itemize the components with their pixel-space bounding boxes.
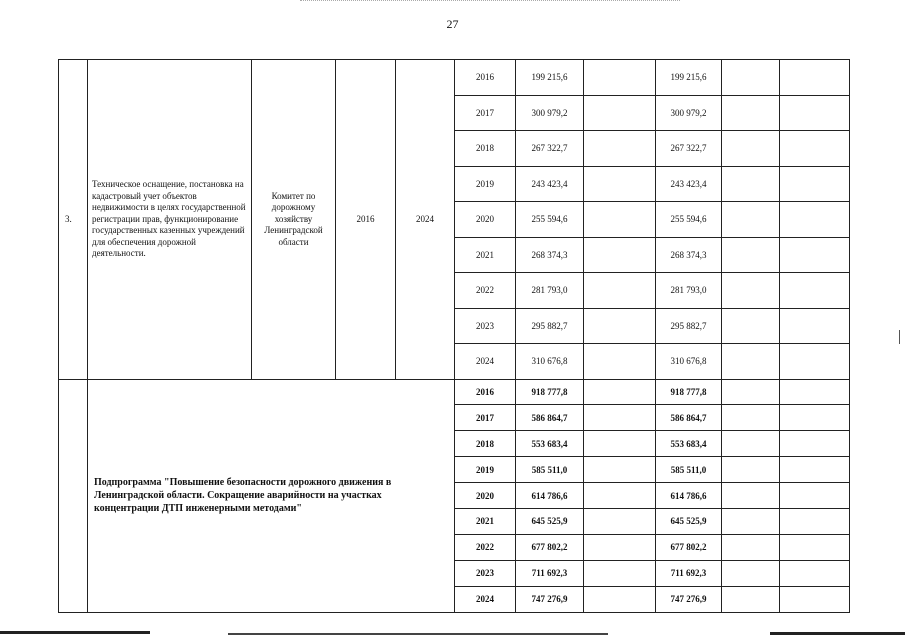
empty-cell xyxy=(780,60,850,96)
empty-cell xyxy=(584,586,656,612)
empty-cell xyxy=(584,431,656,457)
budget-cell: 747 276,9 xyxy=(656,586,722,612)
empty-cell xyxy=(722,202,780,238)
subprogram-section xyxy=(59,379,850,612)
empty-cell xyxy=(584,131,656,167)
year-cell: 2018 xyxy=(455,431,516,457)
empty-cell xyxy=(584,508,656,534)
total-cell: 310 676,8 xyxy=(516,344,584,380)
year-cell: 2023 xyxy=(455,560,516,586)
year-cell: 2020 xyxy=(455,483,516,509)
scan-artifact-bottom-left xyxy=(0,631,150,634)
empty-cell xyxy=(780,431,850,457)
empty-cell xyxy=(722,60,780,96)
empty-cell xyxy=(722,508,780,534)
empty-cell xyxy=(584,483,656,509)
year-cell: 2024 xyxy=(455,344,516,380)
year-cell: 2019 xyxy=(455,457,516,483)
year-cell: 2017 xyxy=(455,405,516,431)
empty-cell xyxy=(584,95,656,131)
scan-artifact-top xyxy=(300,0,680,2)
empty-cell xyxy=(722,405,780,431)
year-cell: 2023 xyxy=(455,308,516,344)
empty-cell xyxy=(722,166,780,202)
total-cell: 747 276,9 xyxy=(516,586,584,612)
empty-cell xyxy=(780,560,850,586)
subprogram-title: Подпрограмма "Повышение безопасности дорожного движения в Ленинградской области. Сокращение аварийности на участках концентрации ДТП инженерными методами" xyxy=(88,379,455,612)
empty-cell xyxy=(780,237,850,273)
budget-cell: 614 786,6 xyxy=(656,483,722,509)
scan-artifact-bottom-mid xyxy=(228,633,608,635)
budget-cell: 255 594,6 xyxy=(656,202,722,238)
empty-cell xyxy=(722,560,780,586)
empty-cell xyxy=(722,344,780,380)
activity-name: Техническое оснащение, постановка на кадастровый учет объектов недвижимости в целях государственной регистрации прав, функционирование государственных казенных учреждений для обеспечения дорожной деятельности. xyxy=(88,60,252,380)
empty-cell xyxy=(584,534,656,560)
empty-cell xyxy=(722,237,780,273)
empty-cell xyxy=(780,308,850,344)
empty-cell xyxy=(584,308,656,344)
budget-cell: 586 864,7 xyxy=(656,405,722,431)
total-cell: 711 692,3 xyxy=(516,560,584,586)
budget-cell: 553 683,4 xyxy=(656,431,722,457)
empty-cell xyxy=(584,273,656,309)
empty-cell xyxy=(584,457,656,483)
year-cell: 2020 xyxy=(455,202,516,238)
empty-cell xyxy=(722,586,780,612)
total-cell: 295 882,7 xyxy=(516,308,584,344)
total-cell: 585 511,0 xyxy=(516,457,584,483)
budget-cell: 267 322,7 xyxy=(656,131,722,167)
empty-cell xyxy=(780,457,850,483)
empty-cell xyxy=(780,273,850,309)
page-number: 27 xyxy=(446,17,459,31)
year-cell: 2021 xyxy=(455,508,516,534)
budget-cell: 585 511,0 xyxy=(656,457,722,483)
empty-cell xyxy=(722,457,780,483)
empty-cell xyxy=(584,202,656,238)
row-number: 3. xyxy=(59,60,88,380)
empty-cell xyxy=(722,379,780,405)
row-3-section xyxy=(59,60,850,380)
table-row xyxy=(59,379,850,405)
total-cell: 267 322,7 xyxy=(516,131,584,167)
total-cell: 243 423,4 xyxy=(516,166,584,202)
total-cell: 645 525,9 xyxy=(516,508,584,534)
empty-cell xyxy=(584,405,656,431)
empty-cell xyxy=(780,483,850,509)
year-cell: 2022 xyxy=(455,534,516,560)
scan-artifact-bottom-right xyxy=(770,632,905,635)
empty-number-cell xyxy=(59,379,88,612)
empty-cell xyxy=(722,308,780,344)
empty-cell xyxy=(780,405,850,431)
empty-cell xyxy=(722,483,780,509)
budget-cell: 268 374,3 xyxy=(656,237,722,273)
total-cell: 677 802,2 xyxy=(516,534,584,560)
total-cell: 199 215,6 xyxy=(516,60,584,96)
budget-cell: 243 423,4 xyxy=(656,166,722,202)
budget-cell: 310 676,8 xyxy=(656,344,722,380)
budget-cell: 300 979,2 xyxy=(656,95,722,131)
empty-cell xyxy=(780,534,850,560)
total-cell: 586 864,7 xyxy=(516,405,584,431)
empty-cell xyxy=(722,534,780,560)
total-cell: 918 777,8 xyxy=(516,379,584,405)
scan-artifact-right xyxy=(899,330,900,344)
budget-cell: 918 777,8 xyxy=(656,379,722,405)
year-cell: 2018 xyxy=(455,131,516,167)
empty-cell xyxy=(780,344,850,380)
start-year: 2016 xyxy=(336,60,396,380)
year-cell: 2016 xyxy=(455,60,516,96)
empty-cell xyxy=(780,508,850,534)
program-table xyxy=(58,59,850,613)
year-cell: 2021 xyxy=(455,237,516,273)
empty-cell xyxy=(722,131,780,167)
budget-cell: 281 793,0 xyxy=(656,273,722,309)
year-cell: 2019 xyxy=(455,166,516,202)
end-year: 2024 xyxy=(396,60,455,380)
total-cell: 300 979,2 xyxy=(516,95,584,131)
budget-cell: 711 692,3 xyxy=(656,560,722,586)
budget-cell: 677 802,2 xyxy=(656,534,722,560)
empty-cell xyxy=(722,95,780,131)
empty-cell xyxy=(584,60,656,96)
total-cell: 268 374,3 xyxy=(516,237,584,273)
empty-cell xyxy=(780,166,850,202)
empty-cell xyxy=(722,431,780,457)
empty-cell xyxy=(584,237,656,273)
budget-cell: 645 525,9 xyxy=(656,508,722,534)
empty-cell xyxy=(780,379,850,405)
year-cell: 2024 xyxy=(455,586,516,612)
empty-cell xyxy=(584,560,656,586)
table-row xyxy=(59,60,850,96)
year-cell: 2022 xyxy=(455,273,516,309)
total-cell: 281 793,0 xyxy=(516,273,584,309)
budget-cell: 295 882,7 xyxy=(656,308,722,344)
empty-cell xyxy=(780,131,850,167)
empty-cell xyxy=(584,166,656,202)
empty-cell xyxy=(780,586,850,612)
year-cell: 2016 xyxy=(455,379,516,405)
empty-cell xyxy=(780,202,850,238)
year-cell: 2017 xyxy=(455,95,516,131)
budget-cell: 199 215,6 xyxy=(656,60,722,96)
total-cell: 553 683,4 xyxy=(516,431,584,457)
empty-cell xyxy=(780,95,850,131)
executor: Комитет по дорожному хозяйству Ленинградской области xyxy=(252,60,336,380)
empty-cell xyxy=(722,273,780,309)
total-cell: 255 594,6 xyxy=(516,202,584,238)
total-cell: 614 786,6 xyxy=(516,483,584,509)
empty-cell xyxy=(584,379,656,405)
empty-cell xyxy=(584,344,656,380)
